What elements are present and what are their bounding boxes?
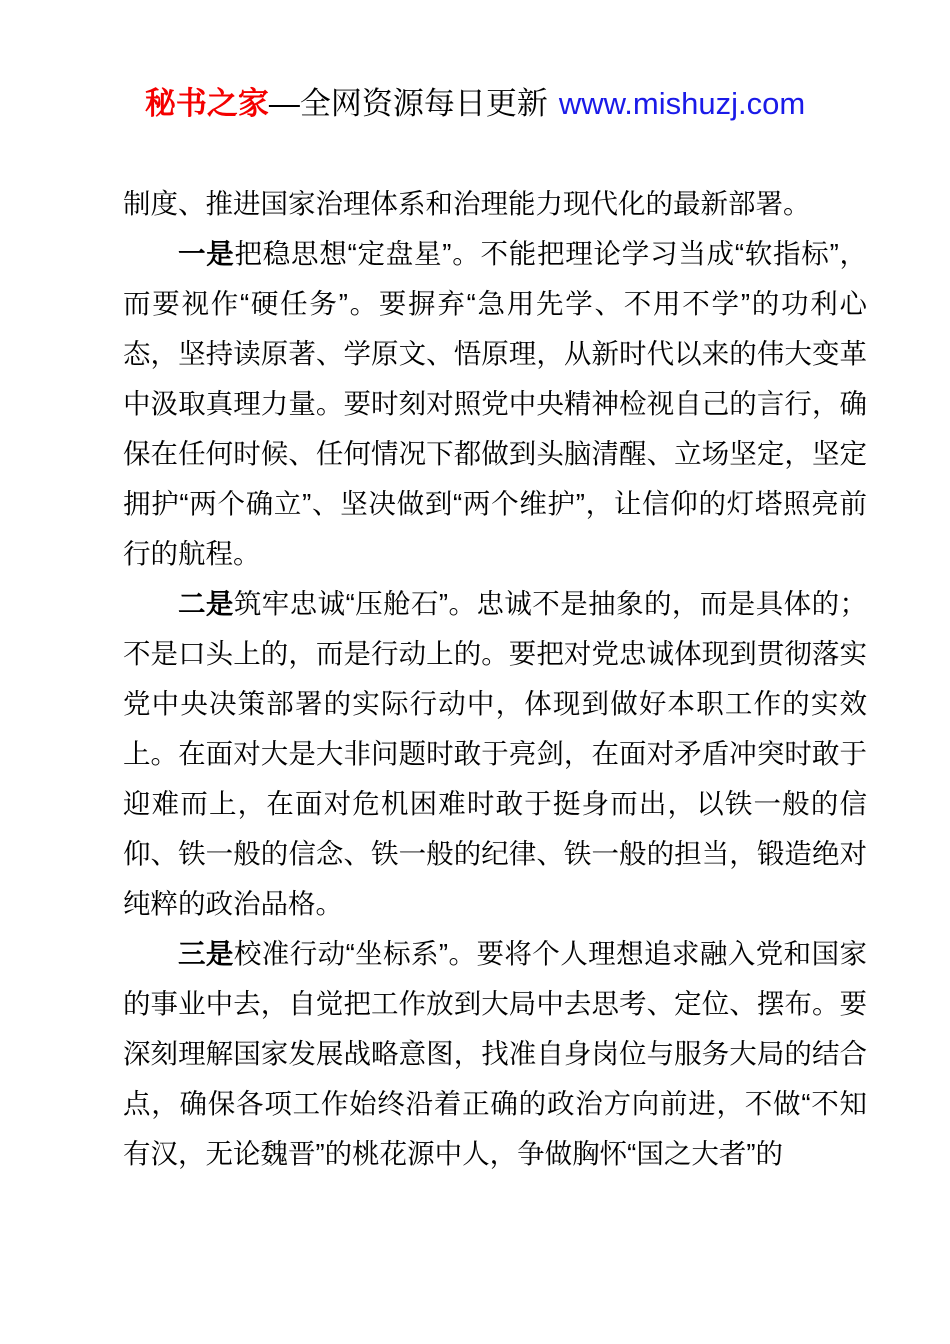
paragraph-point-1 bbox=[123, 229, 867, 579]
site-logo-text: 秘书之家 bbox=[144, 86, 269, 121]
paragraph-text: 把稳思想“定盘星”。不能把理论学习当成“软指标”，而要视作“硬任务”。要摒弃“急用先学、不用不学”的功利心态，坚持读原著、学原文、悟原理，从新时代以来的伟大变革中汲取真理力量。要时刻对照党中央精神检视自己的言行，确保在任何时候、任何情况下都做到头脑清醒、立场坚定，坚定拥护“两个确立”、坚决做到“两个维护”，让信仰的灯塔照亮前行的航程。 bbox=[123, 238, 867, 569]
paragraph-text: 筑牢忠诚“压舱石”。忠诚不是抽象的，而是具体的；不是口头上的，而是行动上的。要把对党忠诚体现到贯彻落实党中央决策部署的实际行动中，体现到做好本职工作的实效上。在面对大是大非问题时敢于亮剑，在面对矛盾冲突时敢于迎难而上，在面对危机困难时敢于挺身而出，以铁一般的信仰、铁一般的信念、铁一般的纪律、铁一般的担当，锻造绝对纯粹的政治品格。 bbox=[123, 588, 867, 919]
paragraph-text: 制度、推进国家治理体系和治理能力现代化的最新部署。 bbox=[123, 188, 811, 219]
page-header bbox=[0, 84, 950, 124]
site-url-link[interactable]: www.mishuzj.com bbox=[558, 86, 806, 121]
paragraph-continuation bbox=[123, 179, 867, 229]
paragraph-lead: 一是 bbox=[178, 238, 235, 269]
document-body bbox=[123, 179, 867, 1179]
paragraph-point-2 bbox=[123, 579, 867, 929]
paragraph-text: 校准行动“坐标系”。要将个人理想追求融入党和国家的事业中去，自觉把工作放到大局中去思考、定位、摆布。要深刻理解国家发展战略意图，找准自身岗位与服务大局的结合点，确保各项工作始终沿着正确的政治方向前进，不做“不知有汉，无论魏晋”的桃花源中人，争做胸怀“国之大者”的 bbox=[123, 938, 867, 1169]
paragraph-lead: 三是 bbox=[178, 938, 234, 969]
paragraph-point-3 bbox=[123, 929, 867, 1179]
header-tagline: —全网资源每日更新 bbox=[268, 86, 548, 121]
paragraph-lead: 二是 bbox=[178, 588, 234, 619]
